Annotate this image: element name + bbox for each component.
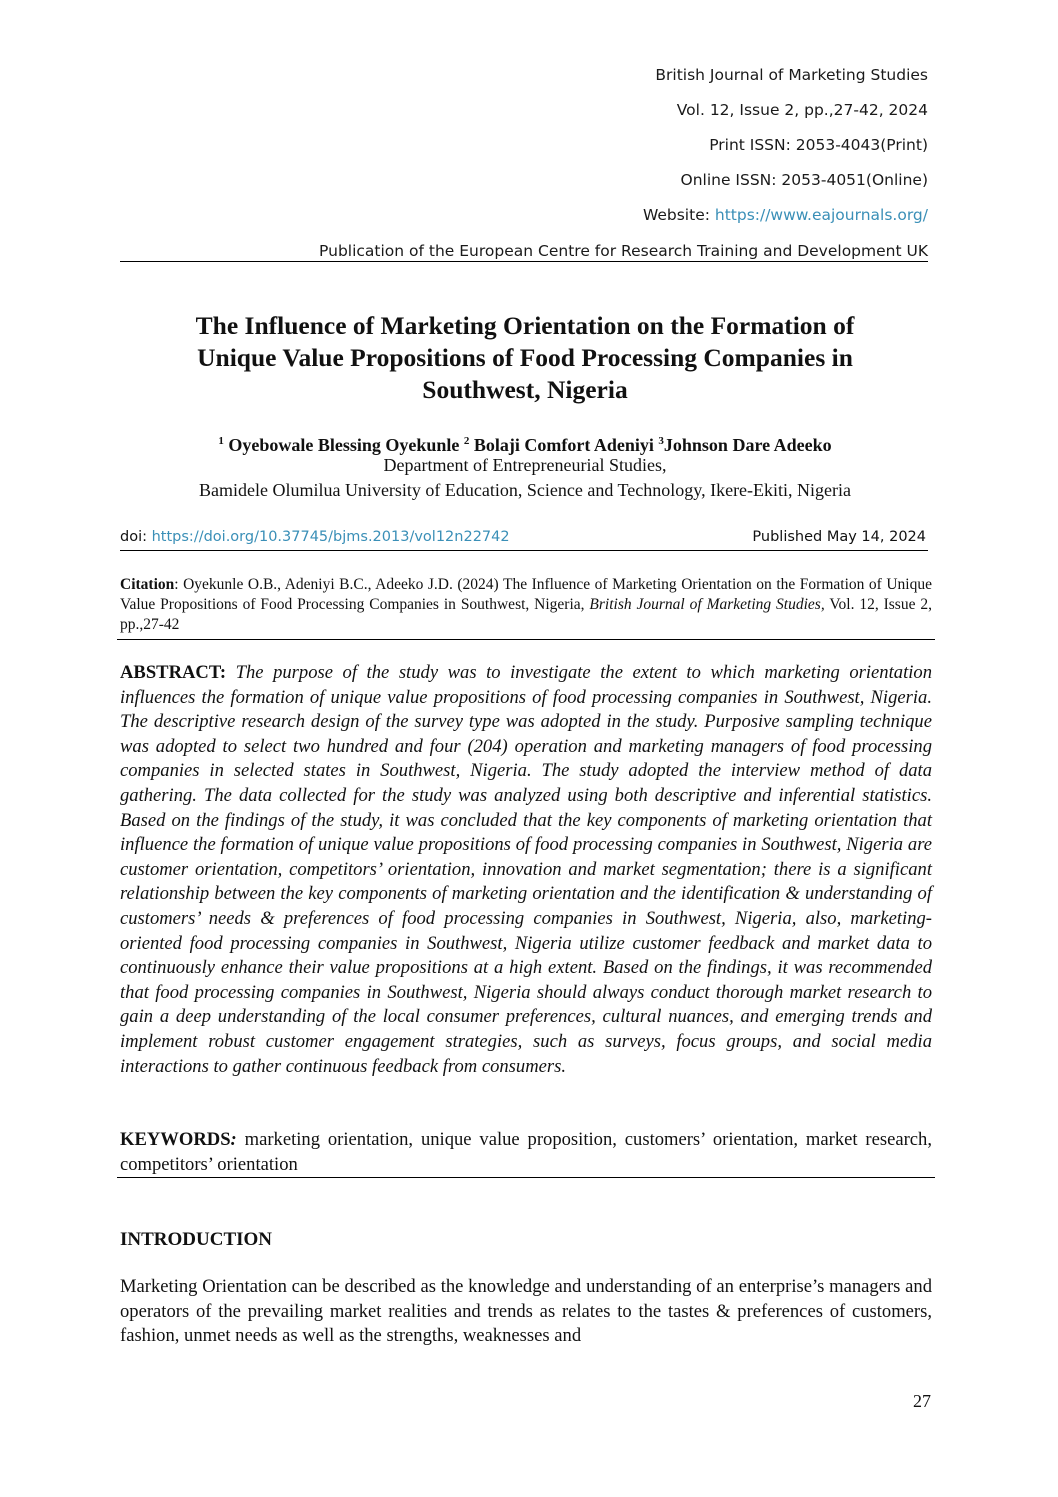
author-3-number: 3 [658, 435, 664, 447]
title-line-3: Southwest, Nigeria [422, 375, 628, 404]
doi-divider [120, 550, 928, 551]
website-link[interactable]: https://www.eajournals.org/ [714, 206, 928, 224]
journal-name: British Journal of Marketing Studies [655, 66, 928, 84]
doi-link[interactable]: https://doi.org/10.37745/bjms.2013/vol12n22742 [151, 529, 510, 545]
department: Department of Entrepreneurial Studies, [383, 455, 667, 475]
keywords [120, 1128, 932, 1177]
citation-tail: Vol. 12, Issue 2, pp.,27-42 [120, 596, 932, 633]
citation-journal: British Journal of Marketing Studies, [589, 596, 825, 613]
citation-text: : Oyekunle O.B., Adeniyi B.C., Adeeko J.D. (2024) The Influence of Marketing Orientation on the Formation of Unique Value Propositions of Food Processing Companies in Southwest, Nigeria, [120, 576, 932, 613]
doi-row [120, 527, 926, 547]
doi-label: doi: [120, 529, 152, 545]
author-2-number: 2 [463, 435, 470, 447]
university: Bamidele Olumilua University of Education, Science and Technology, Ikere-Ekiti, Nigeria [198, 480, 852, 500]
citation-label: Citation [120, 576, 175, 593]
author-3-name: Johnson Dare Adeeko [663, 435, 832, 455]
citation-divider [117, 639, 935, 640]
header-divider [120, 261, 928, 262]
article-title [120, 310, 930, 406]
print-issn: Print ISSN: 2053-4043(Print) [709, 136, 928, 154]
introduction-text: Marketing Orientation can be described as the knowledge and understanding of an enterprise’s managers and operators of the prevailing market realities and trends as relates to the tastes & preferences of customers, fashion, unmet needs as well as the strengths, weaknesses and [120, 1276, 932, 1347]
title-line-1: The Influence of Marketing Orientation on the Formation of [195, 311, 855, 340]
publisher-line: Publication of the European Centre for Research Training and Development UK [319, 242, 928, 260]
title-line-2: Unique Value Propositions of Food Processing Companies in [197, 343, 853, 372]
author-1-number: 1 [218, 435, 224, 447]
introduction-heading: INTRODUCTION [120, 1229, 273, 1250]
author-2-name: Bolaji Comfort Adeniyi [473, 435, 654, 455]
abstract [120, 661, 932, 1079]
website-label: Website: [642, 206, 715, 224]
author-list [120, 430, 930, 457]
online-issn: Online ISSN: 2053-4051(Online) [680, 171, 928, 189]
website-line [643, 205, 928, 225]
author-1-name: Oyebowale Blessing Oyekunle [228, 435, 460, 455]
keywords-divider [117, 1177, 935, 1178]
volume-info: Vol. 12, Issue 2, pp.,27-42, 2024 [676, 101, 928, 119]
page-number: 27 [913, 1391, 931, 1411]
keywords-label: KEYWORDS [120, 1129, 231, 1150]
keywords-text: marketing orientation, unique value proposition, customers’ orientation, market research, competitors’ orientation [120, 1129, 932, 1175]
keywords-colon: : [230, 1129, 237, 1150]
published-date: Published May 14, 2024 [752, 529, 926, 545]
citation [120, 575, 932, 635]
abstract-text: The purpose of the study was to investigate the extent to which marketing orientation influences the formation of unique value propositions of food processing companies in Southwest, Nigeria. The descriptive research design of the survey type was adopted in the study. Purposive sampling technique was adopted to select two hundred and four (204) operation and marketing managers of food processing companies in selected states in Southwest, Nigeria. The study adopted the interview method of data gathering. The data collected for the study was analyzed using both descriptive and inferential statistics. Based on the findings of the study, it was concluded that the key components of marketing orientation that influence the formation of unique value propositions of food processing companies in Southwest, Nigeria are customer orientation, competitors’ orientation, innovation and market segmentation; there is a significant relationship between the key components of marketing orientation and the identification & understanding of customers’ needs & preferences of food processing companies in Southwest, Nigeria, also, marketing-oriented food processing companies in Southwest, Nigeria utilize customer feedback and market data to continuously enhance their value propositions at a high extent. Based on the findings, it was recommended that food processing companies in Southwest, Nigeria should always conduct thorough market research to gain a deep understanding of the local consumer preferences, cultural nuances, and emerging trends and implement robust customer engagement strategies, such as surveys, focus groups, and social media interactions to gather continuous feedback from consumers. [120, 662, 932, 1077]
abstract-label: ABSTRACT: [120, 662, 227, 683]
doi [120, 527, 510, 547]
